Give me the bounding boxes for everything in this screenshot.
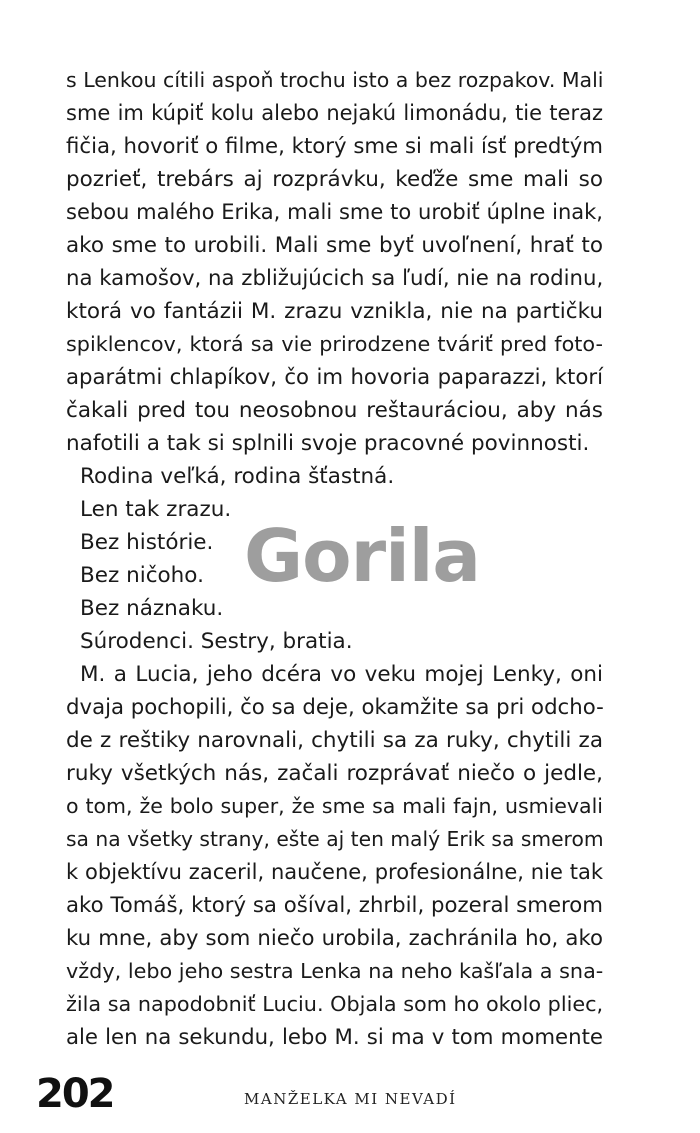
text-line: vždy, lebo jeho sestra Lenka na neho kašľala a sna- xyxy=(66,959,604,983)
text-line: spiklencov, ktorá sa vie prirodzene tváriť pred foto- xyxy=(66,332,603,356)
text-line: čakali pred tou neosobnou reštauráciou, aby nás xyxy=(66,398,603,423)
text-line: M. a Lucia, jeho dcéra vo veku mojej Lenky, oni xyxy=(80,662,603,687)
text-line: pozrieť, trebárs aj rozprávku, keďže sme mali so xyxy=(66,167,603,192)
text-line: ktorá vo fantázii M. zrazu vznikla, nie na partičku xyxy=(66,299,603,324)
short-line: Bez ničoho. xyxy=(80,563,204,588)
short-line: Bez histórie. xyxy=(80,530,214,555)
text-line: žila sa napodobniť Luciu. Objala som ho okolo pliec, xyxy=(66,992,604,1016)
text-line: s Lenkou cítili aspoň trochu isto a bez rozpakov. Mali xyxy=(66,68,604,92)
short-line: Len tak zrazu. xyxy=(80,497,232,522)
text-line: fičia, hovoriť o filme, ktorý sme si mali ísť predtým xyxy=(66,134,603,159)
text-line: ako sme to urobili. Mali sme byť uvoľnení, hrať to xyxy=(66,233,603,258)
gorila-watermark: Gorila xyxy=(244,514,481,598)
page-number: 202 xyxy=(36,1071,114,1117)
short-line: Rodina veľká, rodina šťastná. xyxy=(80,464,395,489)
text-line: ale len na sekundu, lebo M. si ma v tom momente xyxy=(66,1025,603,1050)
text-line: dvaja pochopili, čo sa deje, okamžite sa pri odcho- xyxy=(66,695,604,720)
text-line: ruky všetkých nás, začali rozprávať niečo o jedle, xyxy=(66,761,603,786)
short-line: Súrodenci. Sestry, bratia. xyxy=(80,629,353,654)
text-line: nafotili a tak si splnili svoje pracovné povinnosti. xyxy=(66,431,590,456)
text-line: sa na všetky strany, ešte aj ten malý Erik sa smerom xyxy=(66,827,604,851)
running-title: MANŽELKA MI NEVADÍ xyxy=(244,1090,457,1108)
text-line: ku mne, aby som niečo urobila, zachránila ho, ako xyxy=(66,926,603,951)
text-line: sme im kúpiť kolu alebo nejakú limonádu, tie teraz xyxy=(66,101,603,125)
text-line: sebou malého Erika, mali sme to urobiť úplne inak, xyxy=(66,200,603,224)
short-line: Bez náznaku. xyxy=(80,596,224,621)
text-line: o tom, že bolo super, že sme sa mali fajn, usmievali xyxy=(66,794,603,818)
text-line: k objektívu zaceril, naučene, profesionálne, nie tak xyxy=(66,860,603,884)
text-line: na kamošov, na zbližujúcich sa ľudí, nie na rodinu, xyxy=(66,266,604,291)
text-line: de z reštiky narovnali, chytili sa za ruky, chytili za xyxy=(66,728,603,753)
text-line: aparátmi chlapíkov, čo im hovoria paparazzi, ktorí xyxy=(66,365,603,390)
text-line: ako Tomáš, ktorý sa ošíval, zhrbil, pozeral smerom xyxy=(66,893,603,918)
